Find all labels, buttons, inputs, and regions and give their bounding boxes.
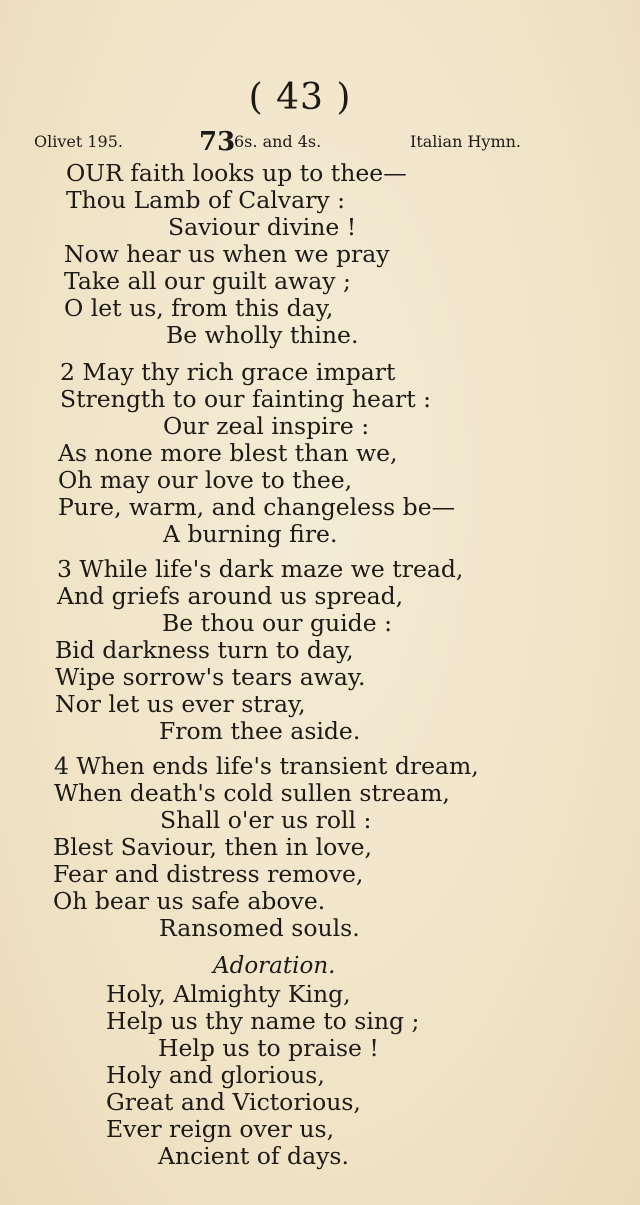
verse-line: Fear and distress remove, [53, 860, 364, 888]
doxology-line: Help us to praise ! [158, 1034, 379, 1062]
verse-line: When death's cold sullen stream, [54, 779, 450, 807]
verse-line: Blest Saviour, then in love, [53, 833, 372, 861]
verse-line: Be wholly thine. [166, 321, 359, 349]
doxology-line: Great and Victorious, [106, 1088, 361, 1116]
verse-line: Strength to our fainting heart : [60, 385, 432, 413]
verse-line: Thou Lamb of Calvary : [66, 186, 345, 214]
meter: 6s. and 4s. [234, 132, 322, 151]
verse-line: Saviour divine ! [168, 213, 357, 241]
verse-line: Wipe sorrow's tears away. [55, 663, 366, 691]
verse-line: Shall o'er us roll : [160, 806, 372, 834]
doxology-line: Help us thy name to sing ; [106, 1007, 420, 1035]
doxology-line: Ever reign over us, [106, 1115, 335, 1143]
alternate-tune-name: Italian Hymn. [410, 132, 522, 151]
verse-line: Pure, warm, and changeless be— [58, 493, 456, 521]
doxology-line: Ancient of days. [158, 1142, 349, 1170]
verse-line: Bid darkness turn to day, [55, 636, 354, 664]
hymn-number: 73 [199, 127, 236, 157]
verse-line: A burning fire. [163, 520, 338, 548]
verse-line: Now hear us when we pray [64, 240, 390, 268]
verse-line: OUR faith looks up to thee— [66, 159, 407, 187]
verse-line: 4 When ends life's transient dream, [54, 752, 479, 780]
verse-line: Our zeal inspire : [163, 412, 370, 440]
verse-line: 3 While life's dark maze we tread, [57, 555, 464, 583]
doxology-line: Holy and glorious, [106, 1061, 325, 1089]
doxology-line: Holy, Almighty King, [106, 980, 351, 1008]
verse-line: Ransomed souls. [159, 914, 360, 942]
verse-line: Take all our guilt away ; [64, 267, 351, 295]
hymn-header [34, 127, 554, 157]
verse-line: 2 May thy rich grace impart [60, 358, 396, 386]
tune-name: Olivet 195. [34, 132, 123, 151]
verse-line: Oh may our love to thee, [58, 466, 353, 494]
verse-line: Be thou our guide : [162, 609, 392, 637]
verse-line: Nor let us ever stray, [55, 690, 306, 718]
verse-line: As none more blest than we, [58, 439, 398, 467]
verse-line: From thee aside. [159, 717, 361, 745]
verse-line: And griefs around us spread, [57, 582, 404, 610]
verse-line: Oh bear us safe above. [53, 887, 326, 915]
verse-line: O let us, from this day, [64, 294, 334, 322]
doxology-title: Adoration. [213, 953, 336, 979]
page-number: ( 43 ) [248, 77, 352, 118]
